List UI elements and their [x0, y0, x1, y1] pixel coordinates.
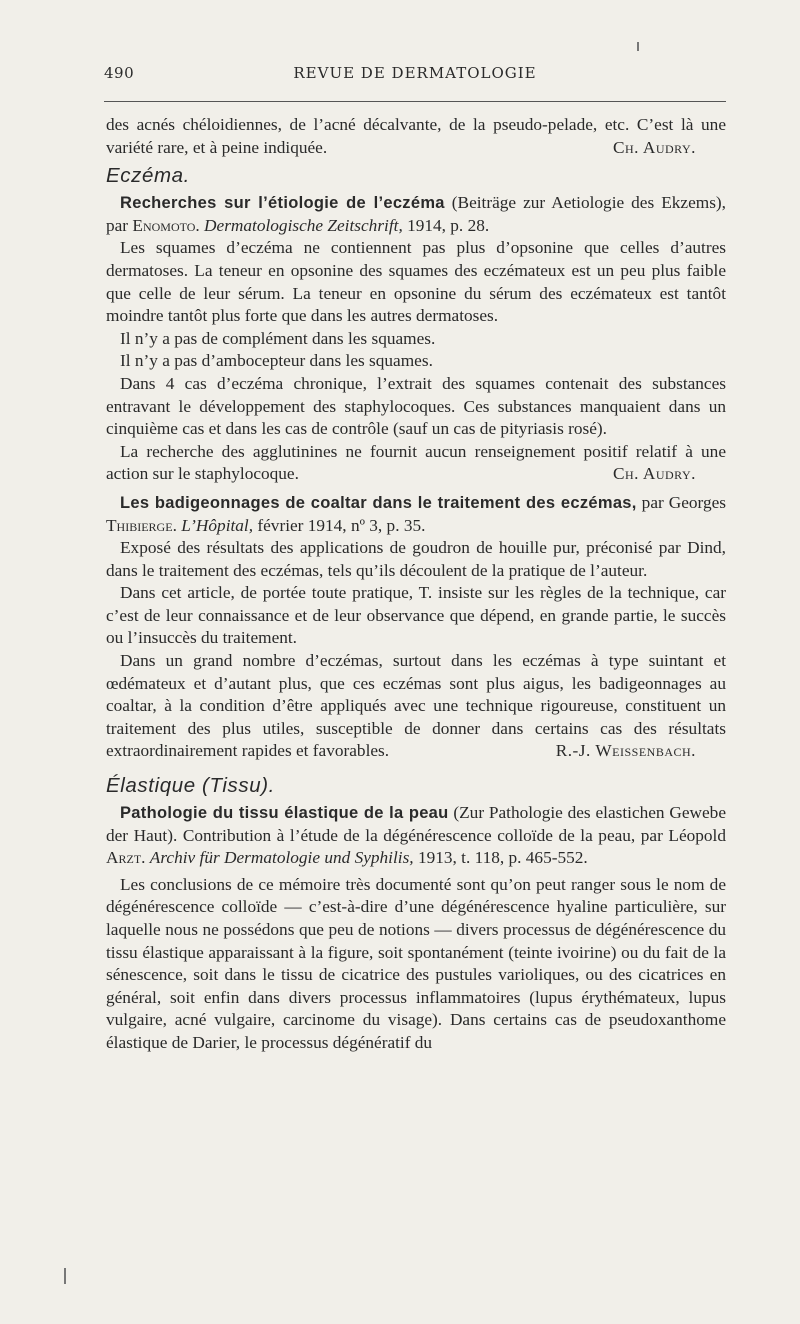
paragraph: Il n’y a pas de complément dans les squames.: [120, 328, 436, 348]
paragraph: Les conclusions de ce mémoire très documenté sont qu’on peut ranger sous le nom de dégénérescence colloïde — c’est-à-dire d’une dégénérescence hyaline particulière, sur laquelle nous ne possédons que peu de notions — divers processus de dégénérescence du tissu élastique apparaissant à la figure, soit spontanément (teinte ivoirine) ou du fait de la sénescence, soit dans le tissu de cicatrice des pustules varioliques, ou des cicatrices en général, soit enfin dans divers processus inflammatoires (lupus érythémateux, lupus vulgaire, acné vulgaire, carcinome du visage). Dans certains cas de pseudoxanthome élastique de Darier, le processus dégénératif du: [106, 874, 726, 1052]
journal-name: Dermatologische Zeitschrift,: [204, 215, 403, 235]
paragraph: Dans cet article, de portée toute pratique, T. insiste sur les règles de la technique, car c’est de leur connaissance et de leur observance que dépend, en grande partie, le succès ou l’insuccès du traitement.: [106, 583, 726, 648]
article-citation: Pathologie du tissu élastique de la peau (Zur Pathologie des elastichen Gewebe der Haut). Contribution à l’étude de la dégénérescence colloïde de la peau, par Léopold Arzt. Archiv für Dermatologie und Syphilis, 1913, t. 118, p. 465-552.: [106, 803, 726, 868]
article-title: Les badigeonnages de coaltar dans le traitement des eczémas,: [120, 493, 637, 512]
author-name: Thibierge: [106, 515, 173, 535]
article-citation: Recherches sur l’étiologie de l’eczéma (Beiträge zur Aetiologie des Ekzems), par Enomoto. Dermatologische Zeitschrift, 1914, p. 28.: [106, 193, 726, 235]
paragraph: Dans 4 cas d’eczéma chronique, l’extrait des squames contenait des substances entravant le développement des staphylocoques. Ces substances manquaient dans un cinquième cas et dans les cas de contrôle (sauf un cas de pityriasis rosé).: [106, 373, 726, 439]
paragraph: La recherche des agglutinines ne fournit aucun renseignement positif relatif à une action sur le staphylocoque. Ch. Audry.: [106, 441, 726, 486]
intro-paragraph: des acnés chéloidiennes, de l’acné décalvante, de la pseudo-pelade, etc. C’est là une variété rare, et à peine indiquée. Ch. Audry.: [106, 114, 726, 159]
running-title: REVUE DE DERMATOLOGIE: [293, 64, 537, 82]
journal-name: Archiv für Dermatologie und Syphilis,: [149, 848, 414, 868]
ink-speck: [64, 1268, 66, 1284]
journal-name: L’Hôpital,: [181, 515, 254, 535]
paragraph: Les squames d’eczéma ne contiennent pas plus d’opsonine que celles d’autres dermatoses. La teneur en opsonine des squames des eczémateux est un peu plus faible que celle de leur sérum. La teneur en opsonine du sérum des eczémateux est tantôt moindre tantôt plus forte que dans les autres dermatoses.: [106, 238, 726, 326]
article-title: Recherches sur l’étiologie de l’eczéma: [120, 194, 445, 213]
section-heading-eczema: Eczéma.: [106, 164, 190, 188]
author-name: Enomoto: [132, 215, 196, 235]
paragraph: Dans un grand nombre d’eczémas, surtout dans les eczémas à type suintant et œdémateux et d’autant plus, que ces eczémas sont plus aigus, les badigeonnages au coaltar, à la condition d’être appliqués avec une technique rigoureuse, constituent un traitement des plus utiles, susceptible de donner dans certains cas des résultats extraordinairement rapides et favorables. R.-J. Weissenbach.: [106, 650, 726, 763]
page-body: [106, 114, 726, 1055]
ink-speck: [637, 42, 639, 51]
running-header: [104, 64, 726, 86]
header-rule: [104, 101, 726, 102]
page-number: 490: [104, 64, 135, 82]
section-heading-elastique: Élastique (Tissu).: [106, 774, 275, 798]
signature: R.-J. Weissenbach.: [555, 741, 696, 761]
signature: Ch. Audry.: [612, 137, 696, 157]
article-citation: Les badigeonnages de coaltar dans le traitement des eczémas, par Georges Thibierge. L’Hôpital, février 1914, nº 3, p. 35.: [106, 492, 726, 535]
author-name: Arzt: [106, 848, 142, 868]
paragraph: Exposé des résultats des applications de goudron de houille pur, préconisé par Dind, dans le traitement des eczémas, tels qu’ils découlent de la pratique de l’auteur.: [106, 538, 726, 580]
signature: Ch. Audry.: [612, 464, 696, 484]
paragraph: Il n’y a pas d’ambocepteur dans les squames.: [120, 351, 433, 371]
article-title: Pathologie du tissu élastique de la peau: [120, 804, 449, 823]
